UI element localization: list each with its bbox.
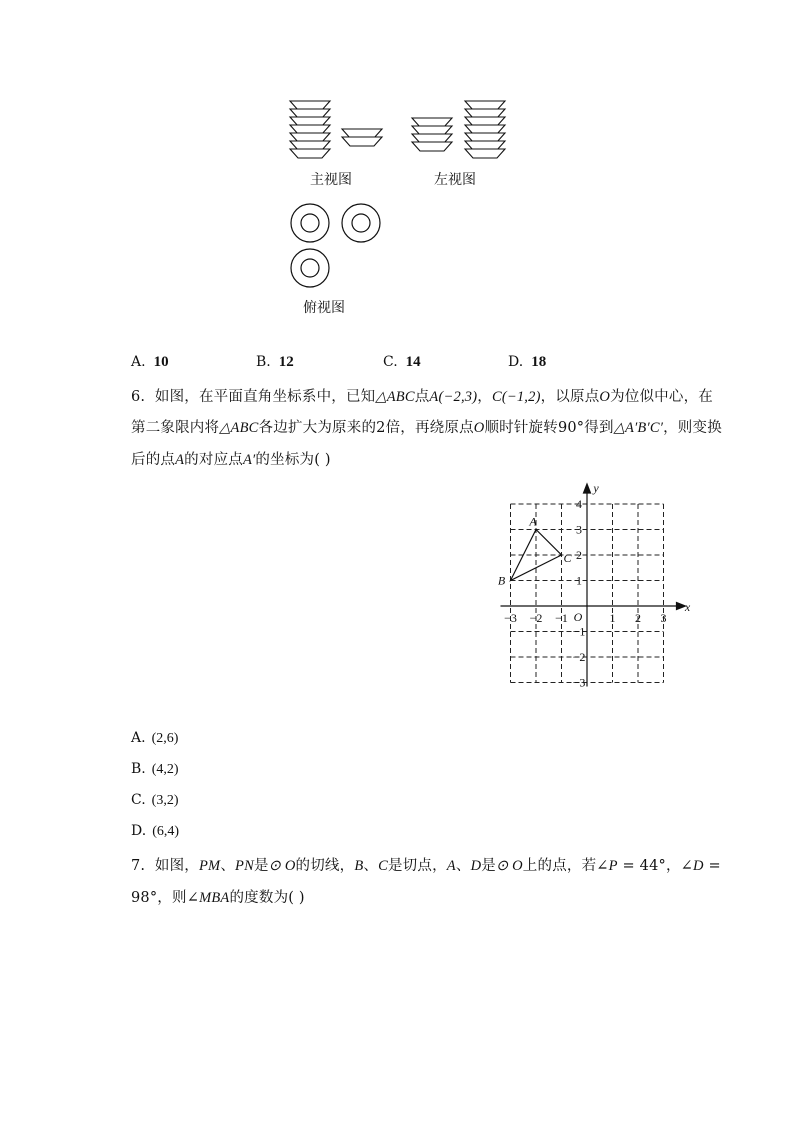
y-tick-label: 1: [576, 573, 582, 588]
top-view-ring-2-outer: [342, 204, 380, 242]
point-label-c: C: [563, 551, 572, 565]
left-view-caption: 左视图: [434, 172, 476, 188]
y-tick-label: −2: [572, 650, 586, 664]
q6-option-a[interactable]: A. (2,6): [131, 730, 179, 746]
origin-label: O: [573, 610, 583, 624]
y-tick-label: 3: [576, 522, 582, 537]
x-tick-label: 3: [660, 611, 667, 625]
three-views-figure: [280, 90, 520, 325]
coordinate-graph: [490, 478, 700, 693]
q5-option-a[interactable]: A. 10: [131, 354, 169, 370]
x-tick-label: −3: [504, 611, 517, 625]
y-tick-label: 4: [576, 497, 582, 511]
q5-option-b[interactable]: B. 12: [256, 354, 294, 370]
x-axis-label: x: [684, 600, 691, 614]
front-view-caption: 主视图: [310, 172, 352, 188]
q6-line-2: 第二象限内将△ABC各边扩大为原来的2倍，再绕原点O顺时针旋转90°得到△A′B′C′，则变换: [131, 420, 722, 436]
q6-option-c[interactable]: C. (3,2): [131, 792, 179, 808]
top-view-ring-3-outer: [291, 249, 329, 287]
front-right-dish-2: [342, 137, 382, 146]
q6-option-d[interactable]: D. (6,4): [131, 823, 180, 839]
left-view-left-dish-4: [412, 142, 452, 151]
y-tick-label: 2: [576, 548, 582, 562]
left-view-right-stack: [465, 101, 505, 158]
x-tick-label: −1: [555, 611, 568, 625]
point-label-a: A: [529, 514, 537, 529]
y-tick-label: −1: [572, 624, 586, 639]
q7-line-2: 98°，则∠MBA的度数为( ): [131, 890, 305, 906]
x-tick-label: 2: [635, 611, 641, 625]
left-view-right-dish-7: [465, 149, 505, 158]
q6-option-b[interactable]: B. (4,2): [131, 761, 179, 777]
top-view-caption: 俯视图: [303, 300, 345, 316]
axes: [501, 484, 686, 687]
x-tick-label: −2: [529, 611, 543, 625]
top-view-ring-2-inner: [352, 214, 370, 232]
top-view-circles: [291, 204, 380, 287]
q7-line-1: 7. 如图，PM、PN是⊙ O的切线，B、C是切点，A、D是⊙ O上的点，若∠P = 44°，∠D =: [131, 858, 721, 874]
tick-labels: [498, 481, 691, 690]
top-view-ring-3-inner: [301, 259, 319, 277]
q6-line-1: 6. 如图，在平面直角坐标系中，已知△ABC点A(−2,3)，C(−1,2)，以原点O为位似中心，在: [131, 389, 713, 405]
q5-option-c[interactable]: C. 14: [383, 354, 421, 370]
left-view-left-stack: [412, 118, 452, 151]
q5-option-d[interactable]: D. 18: [508, 354, 547, 370]
y-tick-label: −3: [572, 675, 586, 690]
x-tick-label: 1: [609, 611, 616, 625]
q6-line-3: 后的点A的对应点A′的坐标为( ): [131, 452, 331, 468]
front-view-left-stack: [290, 101, 330, 158]
y-axis-label: y: [593, 481, 599, 495]
front-view-right-stack: [342, 129, 382, 146]
y-axis-arrow: [584, 484, 591, 493]
top-view-ring-1-outer: [291, 204, 329, 242]
point-label-b: B: [497, 573, 506, 588]
front-left-dish-7: [290, 149, 330, 158]
top-view-ring-1-inner: [301, 214, 319, 232]
